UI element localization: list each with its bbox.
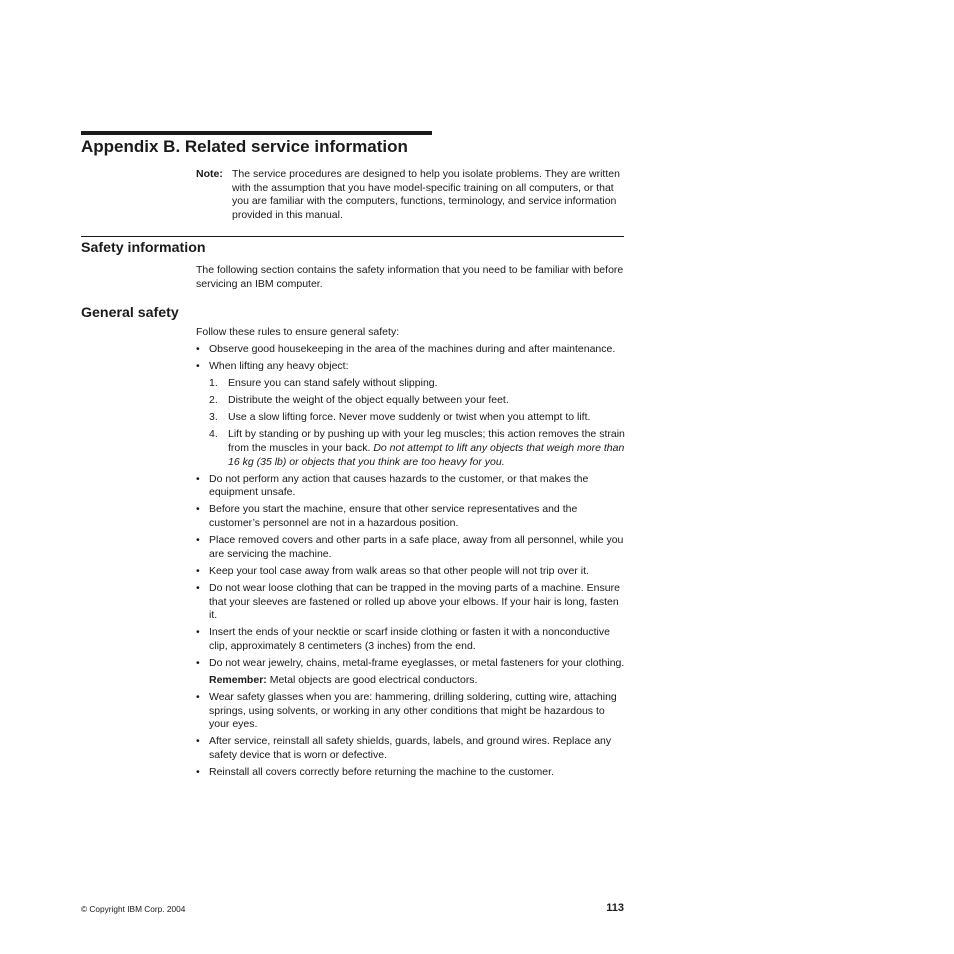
step-number: 2. (209, 394, 218, 407)
list-item (196, 626, 628, 653)
rule-text: Do not wear loose clothing that can be trapped in the moving parts of a machine. Ensure that your sleeves are fastened or rolled up above your elbows. If your hair is long, fasten it. (209, 581, 620, 622)
note-text: The service procedures are designed to help you isolate problems. They are written with the assumption that you have model-specific training on all computers, or that you are familiar with the computers, functions, terminology, and service information provided in this manual. (232, 168, 620, 221)
list-item (196, 360, 628, 469)
page-number: 113 (606, 902, 624, 914)
rule-text: After service, reinstall all safety shields, guards, labels, and ground wires. Replace any safety device that is worn or defective. (209, 735, 612, 761)
list-item (196, 343, 628, 357)
list-item (196, 534, 628, 561)
general-safety-heading: General safety (81, 305, 179, 321)
list-item (196, 766, 628, 780)
step-number: 3. (209, 411, 218, 424)
rule-text: Wear safety glasses when you are: hammering, drilling soldering, cutting wire, attaching springs, using solvents, or working in any other conditions that might be hazardous to your eyes. (209, 691, 617, 731)
step-text: Use a slow lifting force. Never move suddenly or twist when you attempt to lift. (228, 411, 591, 424)
rule-text: Keep your tool case away from walk areas so that other people will not trip over it. (209, 564, 589, 577)
rule-text: Do not wear jewelry, chains, metal-frame eyeglasses, or metal fasteners for your clothing. (209, 656, 625, 669)
page-title: Appendix B. Related service information (81, 137, 408, 156)
general-safety-rules-list (196, 343, 628, 783)
note-block (196, 168, 626, 222)
section-divider (81, 236, 624, 237)
list-item (196, 735, 628, 762)
step-number: 4. (209, 428, 218, 441)
lifting-steps-list (209, 377, 628, 469)
rule-text: Before you start the machine, ensure that other service representatives and the customer’s personnel are not in a hazardous position. (209, 503, 578, 530)
rule-text: Place removed covers and other parts in a safe place, away from all personnel, while you are servicing the machine. (209, 534, 624, 560)
note-label: Note: (196, 168, 223, 180)
step-text: Lift by standing or by pushing up with your leg muscles; this action removes the strain from the muscles in your back. (228, 428, 625, 455)
step-text: Distribute the weight of the object equally between your feet. (228, 394, 509, 407)
lifting-step (209, 411, 628, 425)
rule-text: Observe good housekeeping in the area of the machines during and after maintenance. (209, 343, 616, 355)
safety-information-text: The following section contains the safety information that you need to be familiar with before servicing an IBM computer. (196, 264, 624, 290)
remember-label: Remember: (209, 673, 267, 686)
remember-note (209, 674, 628, 688)
general-safety-intro: Follow these rules to ensure general safety: (196, 326, 400, 338)
remember-text: Metal objects are good electrical conductors. (269, 673, 478, 686)
appendix-title-rule (81, 131, 432, 135)
list-item (196, 473, 628, 500)
lifting-step (209, 377, 628, 391)
safety-information-heading: Safety information (81, 240, 206, 256)
list-item (196, 582, 628, 623)
list-item (196, 691, 628, 732)
list-item (196, 503, 628, 530)
rule-text: When lifting any heavy object: (209, 360, 349, 373)
rule-text: Do not perform any action that causes hazards to the customer, or that makes the equipment unsafe. (209, 472, 589, 499)
lifting-step (209, 394, 628, 408)
step-emphasis: Do not attempt to lift any objects that weigh more than 16 kg (35 lb) or objects that you think are too heavy for you. (228, 442, 625, 468)
list-item (196, 657, 628, 688)
step-text: Ensure you can stand safely without slipping. (228, 377, 438, 390)
lifting-step (209, 428, 628, 469)
step-number: 1. (209, 377, 218, 390)
list-item (196, 565, 628, 579)
rule-text: Insert the ends of your necktie or scarf inside clothing or fasten it with a nonconductive clip, approximately 8 centimeters (3 inches) from the end. (209, 626, 610, 652)
footer-copyright: © Copyright IBM Corp. 2004 (81, 904, 186, 914)
rule-text: Reinstall all covers correctly before returning the machine to the customer. (209, 766, 554, 779)
